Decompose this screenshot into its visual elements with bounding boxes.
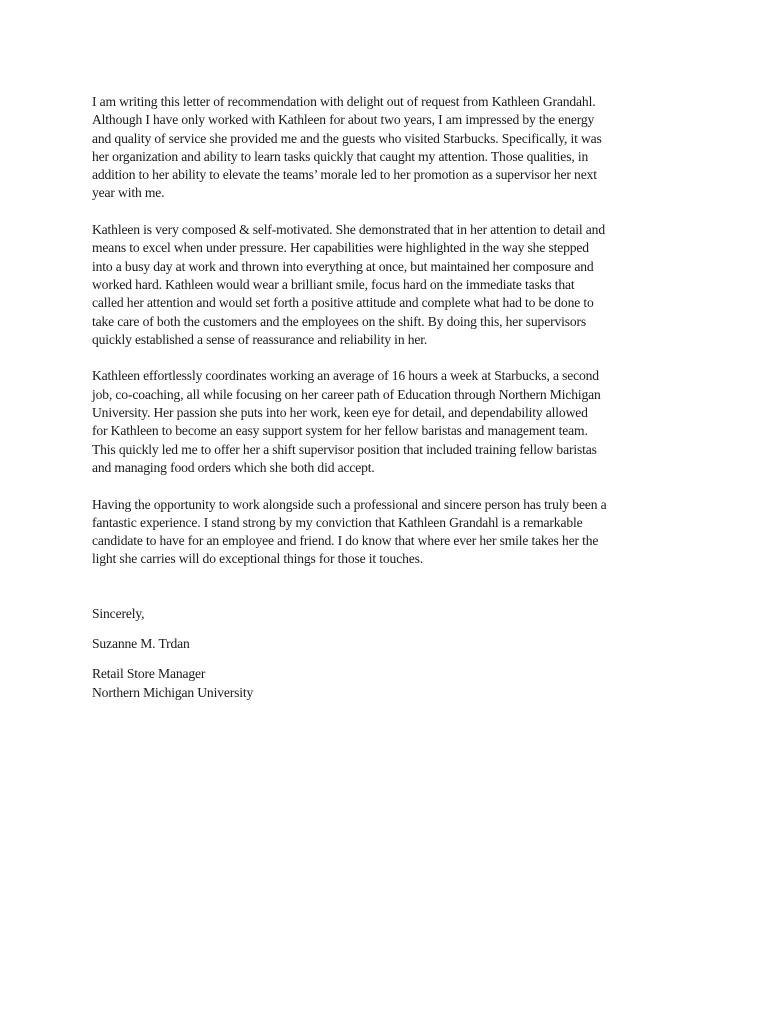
paragraph-line: addition to her ability to elevate the teams’ morale led to her promotion as a supervisor her next [92,167,597,183]
paragraph-line: means to excel when under pressure. Her capabilities were highlighted in the way she stepped [92,240,589,256]
letter-paragraph-1 [92,93,716,203]
paragraph-line: called her attention and would set forth a positive attitude and complete what had to be done to [92,295,594,311]
paragraph-line: her organization and ability to learn tasks quickly that caught my attention. Those qualities, in [92,148,589,164]
paragraph-line: take care of both the customers and the employees on the shift. By doing this, her supervisors [92,313,587,329]
paragraph-line: for Kathleen to become an easy support system for her fellow baristas and management team. [92,423,588,439]
paragraph-line: candidate to have for an employee and friend. I do know that where ever her smile takes her the [92,533,599,549]
recommendation-letter [92,93,716,702]
closing-salutation: Sincerely, [92,605,145,621]
paragraph-line: and quality of service she provided me and the guests who visited Starbucks. Specifically, it was [92,130,602,146]
paragraph-line: year with me. [92,185,165,201]
paragraph-line: Having the opportunity to work alongside such a professional and sincere person has truly been a [92,496,607,512]
letter-paragraph-4 [92,496,716,569]
letter-paragraph-2 [92,221,716,349]
letter-closing [92,605,716,702]
paragraph-line: This quickly led me to offer her a shift supervisor position that included training fellow baristas [92,441,597,457]
paragraph-line: Although I have only worked with Kathleen for about two years, I am impressed by the energy [92,112,595,128]
paragraph-line: into a busy day at work and thrown into everything at once, but maintained her composure and [92,258,594,274]
paragraph-line: Kathleen is very composed & self-motivated. She demonstrated that in her attention to detail and [92,222,605,238]
paragraph-line: light she carries will do exceptional things for those it touches. [92,551,423,567]
signer-organization: Northern Michigan University [92,684,254,700]
signer-title: Retail Store Manager [92,666,206,682]
paragraph-line: fantastic experience. I stand strong by my conviction that Kathleen Grandahl is a remarkable [92,514,583,530]
paragraph-line: Kathleen effortlessly coordinates working an average of 16 hours a week at Starbucks, a second [92,368,599,384]
paragraph-line: job, co-coaching, all while focusing on her career path of Education through Northern Michigan [92,386,601,402]
paragraph-line: University. Her passion she puts into her work, keen eye for detail, and dependability allowed [92,405,588,421]
signer-details [92,665,716,702]
paragraph-line: I am writing this letter of recommendation with delight out of request from Kathleen Grandahl. [92,94,596,109]
letter-paragraph-3 [92,367,716,477]
signer-name: Suzanne M. Trdan [92,636,190,652]
paragraph-line: worked hard. Kathleen would wear a brilliant smile, focus hard on the immediate tasks that [92,276,575,292]
paragraph-line: and managing food orders which she both did accept. [92,459,375,475]
paragraph-line: quickly established a sense of reassurance and reliability in her. [92,331,428,347]
